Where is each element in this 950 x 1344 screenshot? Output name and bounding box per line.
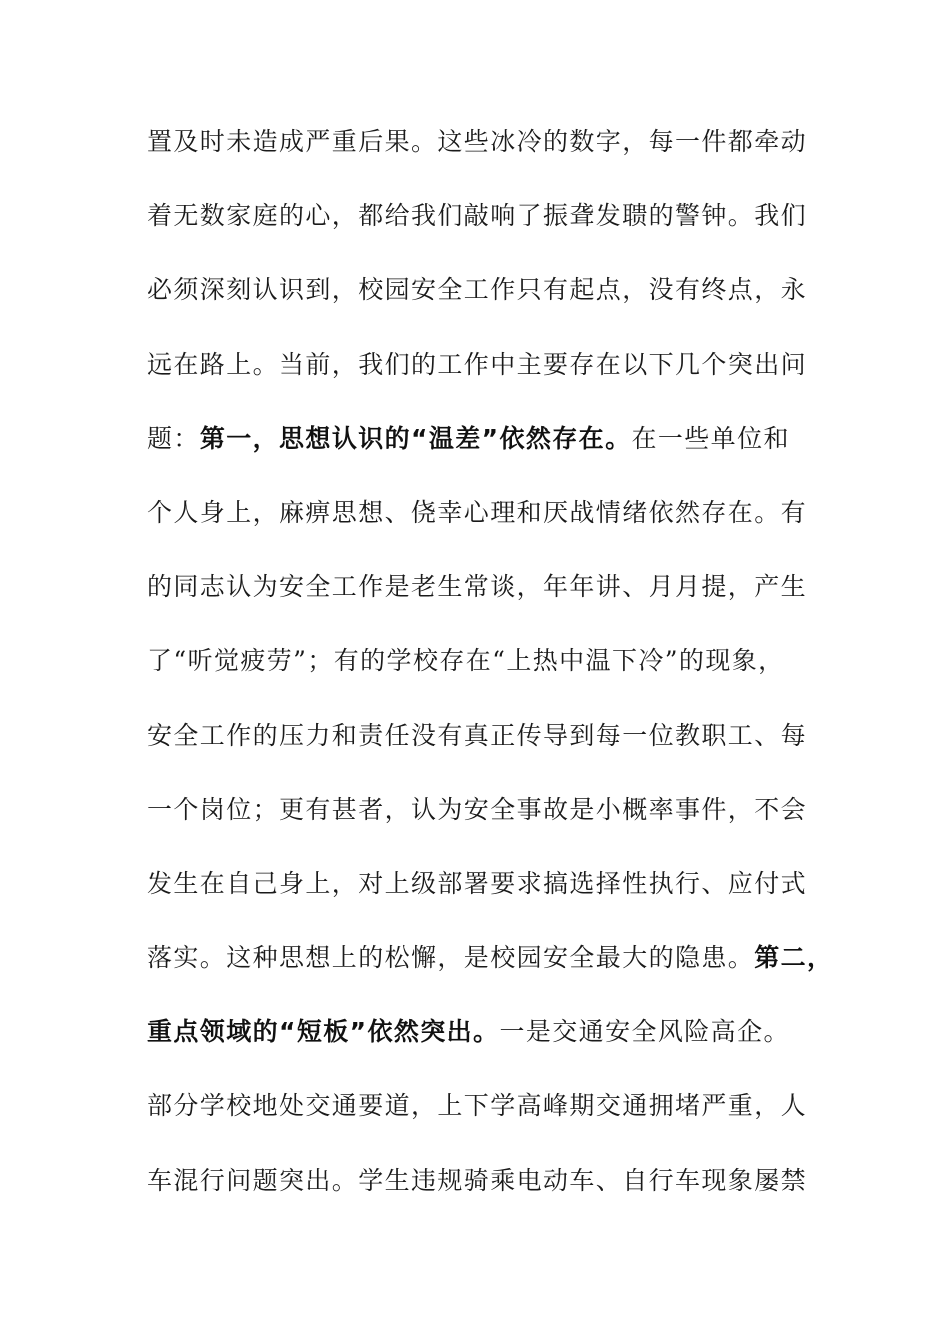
text-segment: 置及时未造成严重后果。这些冰冷的数字，每一件都牵动 (147, 127, 808, 156)
text-line (147, 784, 807, 858)
text-segment: 在一些单位和 (631, 423, 790, 453)
text-segment: 安全工作的压力和责任没有真正传导到每一位教职工、每 (147, 720, 808, 750)
text-segment: 部分学校地处交通要道，上下学高峰期交通拥堵严重，人 (147, 1091, 808, 1121)
text-line (147, 710, 807, 784)
text-segment: 一是交通安全风险高企。 (499, 1017, 790, 1047)
text-line (147, 858, 807, 932)
text-line (147, 487, 807, 561)
text-line (147, 561, 807, 635)
text-line (147, 116, 807, 190)
text-line (147, 190, 807, 264)
text-segment: 远在路上。当前，我们的工作中主要存在以下几个突出问 (147, 349, 808, 379)
text-segment: 着无数家庭的心，都给我们敲响了振聋发聩的警钟。我们 (147, 201, 808, 231)
text-segment: 发生在自己身上，对上级部署要求搞选择性执行、应付式 (147, 868, 808, 898)
document-body (147, 116, 834, 1229)
text-segment: 车混行问题突出。学生违规骑乘电动车、自行车现象屡禁 (147, 1165, 808, 1195)
text-segment: 必须深刻认识到，校园安全工作只有起点，没有终点，永 (147, 275, 808, 305)
text-line (147, 264, 807, 338)
text-line (147, 1155, 807, 1229)
text-segment: 一个岗位；更有甚者，认为安全事故是小概率事件，不会 (147, 794, 808, 824)
text-line (147, 413, 807, 487)
bold-heading-segment: 第一，思想认识的“温差”依然存在。 (199, 423, 632, 453)
text-segment: 题： (147, 423, 200, 453)
bold-heading-segment: 第二， (754, 943, 834, 973)
text-line (147, 932, 834, 1006)
text-line (147, 1080, 807, 1154)
text-line (147, 635, 807, 709)
text-segment: 个人身上，麻痹思想、侥幸心理和厌战情绪依然存在。有 (147, 497, 808, 527)
text-segment: 的同志认为安全工作是老生常谈，年年讲、月月提，产生 (147, 572, 808, 602)
text-line (147, 339, 807, 413)
bold-heading-segment: 重点领域的“短板”依然突出。 (147, 1017, 500, 1047)
text-line (147, 1006, 807, 1080)
text-segment: 了“听觉疲劳”；有的学校存在“上热中温下冷”的现象， (147, 646, 785, 676)
text-segment: 落实。这种思想上的松懈，是校园安全最大的隐患。 (147, 943, 755, 973)
